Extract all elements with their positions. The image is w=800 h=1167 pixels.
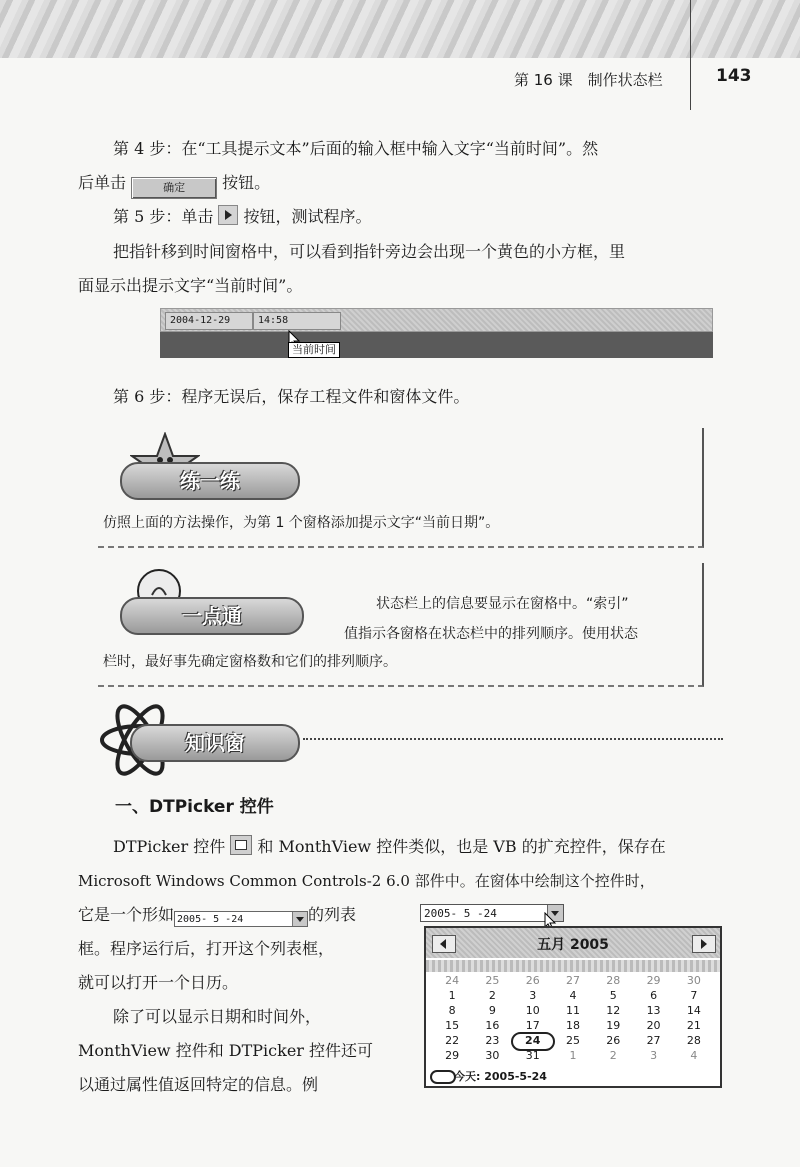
step5-prefix: 第 5 步：单击 <box>113 207 219 226</box>
tip-line3: 栏时，最好事先确定窗格数和它们的排列顺序。 <box>103 654 397 670</box>
calendar-day[interactable]: 27 <box>565 974 580 987</box>
step4-line2-prefix: 后单击 <box>78 173 132 192</box>
calendar-day[interactable]: 1 <box>448 989 456 1002</box>
body-line3-suffix: 的列表 <box>308 905 357 924</box>
tip-line2: 值指示各窗格在状态栏中的排列顺序。使用状态 <box>344 626 638 642</box>
tooltip: 当前时间 <box>288 342 340 358</box>
calendar-day[interactable]: 7 <box>690 989 698 1002</box>
calendar-day[interactable]: 18 <box>565 1019 580 1032</box>
calendar-day[interactable]: 16 <box>485 1019 500 1032</box>
calendar-day[interactable]: 2 <box>488 989 496 1002</box>
statusbar-date-pane[interactable]: 2004-12-29 <box>165 312 253 330</box>
calendar-day[interactable]: 4 <box>569 989 577 1002</box>
calendar-day[interactable]: 5 <box>609 989 617 1002</box>
calendar-day[interactable]: 3 <box>529 989 537 1002</box>
statusbar-panel <box>160 308 713 332</box>
body-line3 <box>78 898 356 932</box>
calendar-day[interactable]: 9 <box>488 1004 496 1017</box>
calendar-day[interactable]: 2 <box>609 1049 617 1062</box>
calendar-day[interactable]: 30 <box>686 974 701 987</box>
calendar-day[interactable]: 31 <box>525 1049 540 1062</box>
body-line6: 除了可以显示日期和时间外， <box>113 1007 322 1026</box>
statusbar-screenshot <box>160 308 711 358</box>
calendar-day[interactable]: 1 <box>569 1049 577 1062</box>
statusbar-time-pane[interactable]: 14:58 <box>253 312 341 330</box>
run-icon[interactable] <box>218 205 238 225</box>
calendar-day[interactable]: 4 <box>690 1049 698 1062</box>
step6-line: 第 6 步：程序无误后，保存工程文件和窗体文件。 <box>113 387 470 406</box>
dtpicker-icon <box>230 835 252 855</box>
body-line4: 框。程序运行后，打开这个列表框， <box>78 939 335 958</box>
calendar-day[interactable]: 24 <box>513 1034 553 1049</box>
step4-line2-suffix: 按钮。 <box>217 173 271 192</box>
body-line3-prefix: 它是一个形如 <box>78 905 175 924</box>
form-area <box>160 332 713 358</box>
calendar-header <box>426 928 720 958</box>
calendar-day[interactable]: 22 <box>445 1034 460 1047</box>
step5-suffix: 按钮，测试程序。 <box>238 207 372 226</box>
calendar-combo-value: 2005- 5 -24 <box>424 907 497 920</box>
calendar-day[interactable]: 28 <box>686 1034 701 1047</box>
knowledge-badge: 知识窗 <box>130 724 300 762</box>
body-line1-prefix: DTPicker 控件 <box>113 837 231 856</box>
practice-text: 仿照上面的方法操作，为第 1 个窗格添加提示文字“当前日期”。 <box>103 515 500 531</box>
inline-date-combo[interactable] <box>174 911 308 927</box>
calendar-day[interactable]: 15 <box>445 1019 460 1032</box>
calendar-day[interactable]: 6 <box>650 989 658 1002</box>
page-number: 143 <box>716 66 752 86</box>
calendar-day[interactable]: 20 <box>646 1019 661 1032</box>
calendar-day[interactable]: 30 <box>485 1049 500 1062</box>
tip-badge: 一点通 <box>120 597 304 635</box>
next-month-button[interactable] <box>692 935 716 953</box>
calendar-day[interactable]: 26 <box>606 1034 621 1047</box>
practice-badge: 练一练 <box>120 462 300 500</box>
calendar-day[interactable]: 12 <box>606 1004 621 1017</box>
body-line8: 以通过属性值返回特定的信息。例 <box>78 1075 319 1094</box>
calendar-day[interactable]: 21 <box>686 1019 701 1032</box>
calendar-day[interactable]: 28 <box>606 974 621 987</box>
calendar-day[interactable]: 25 <box>565 1034 580 1047</box>
calendar-day[interactable]: 10 <box>525 1004 540 1017</box>
calendar-day[interactable]: 25 <box>485 974 500 987</box>
calendar-weekday-row <box>426 960 720 972</box>
calendar-day[interactable]: 11 <box>565 1004 580 1017</box>
calendar-panel <box>424 926 722 1088</box>
lesson-title: 第 16 课 制作状态栏 <box>514 71 663 89</box>
calendar-day[interactable]: 14 <box>686 1004 701 1017</box>
calendar-today-label[interactable]: 今天: 2005-5-24 <box>454 1070 547 1083</box>
calendar-day[interactable]: 27 <box>646 1034 661 1047</box>
body-line1-suffix: 和 MonthView 控件类似，也是 VB 的扩充控件，保存在 <box>252 837 666 856</box>
calendar-day[interactable]: 19 <box>606 1019 621 1032</box>
dotted-divider <box>303 738 723 740</box>
header-decoration <box>0 0 800 58</box>
calendar-day[interactable]: 24 <box>445 974 460 987</box>
inline-date-combo-value: 2005- 5 -24 <box>177 914 244 925</box>
today-ring-icon <box>430 1070 456 1084</box>
explain-line2: 面显示出提示文字“当前时间”。 <box>78 276 303 295</box>
dropdown-arrow-icon[interactable] <box>292 912 307 926</box>
section-title: 一、DTPicker 控件 <box>115 797 274 817</box>
step5-line <box>113 200 372 234</box>
calendar-month-title: 五月 2005 <box>537 937 609 953</box>
calendar-day[interactable]: 8 <box>448 1004 456 1017</box>
calendar-day[interactable]: 26 <box>525 974 540 987</box>
body-line1 <box>113 830 666 864</box>
step4-line1: 第 4 步：在“工具提示文本”后面的输入框中输入文字“当前时间”。然 <box>113 139 599 158</box>
calendar-combo[interactable] <box>420 904 564 922</box>
header-divider <box>690 0 691 110</box>
calendar-day[interactable]: 17 <box>525 1019 540 1032</box>
calendar-day[interactable]: 23 <box>485 1034 500 1047</box>
body-line5: 就可以打开一个日历。 <box>78 973 239 992</box>
step4-line2 <box>78 166 270 200</box>
calendar-screenshot <box>420 904 724 1088</box>
calendar-day[interactable]: 29 <box>445 1049 460 1062</box>
calendar-day[interactable]: 13 <box>646 1004 661 1017</box>
calendar-day[interactable]: 3 <box>650 1049 658 1062</box>
tip-line1: 状态栏上的信息要显示在窗格中。“索引” <box>376 596 629 612</box>
calendar-day-grid <box>432 974 714 1064</box>
body-line7: MonthView 控件和 DTPicker 控件还可 <box>78 1041 374 1060</box>
calendar-day[interactable]: 29 <box>646 974 661 987</box>
ok-button[interactable]: 确定 <box>131 177 217 199</box>
body-line2: Microsoft Windows Common Controls-2 6.0 部件中。在窗体中绘制这个控件时， <box>78 872 655 890</box>
explain-line1: 把指针移到时间窗格中，可以看到指针旁边会出现一个黄色的小方框，里 <box>113 242 626 261</box>
